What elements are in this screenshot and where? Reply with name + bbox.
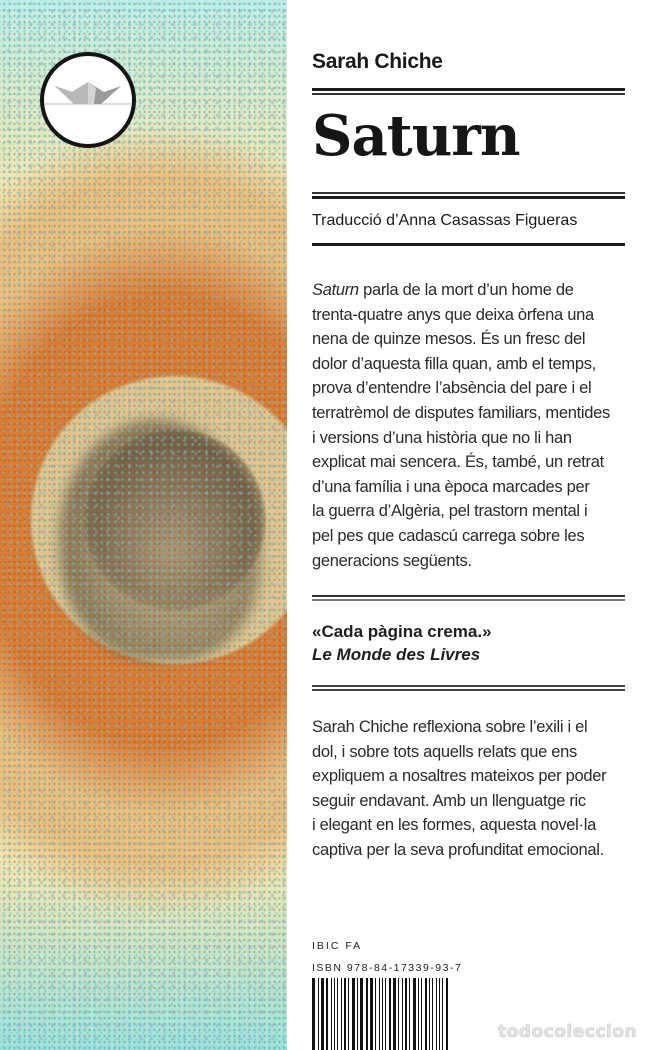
paper-boat-icon	[44, 56, 132, 144]
ibic-code: IBIC FA	[312, 940, 363, 952]
closing-line: dol, i sobre tots aquells relats que ens	[312, 742, 577, 761]
synopsis-line: generacions següents.	[312, 551, 472, 570]
barcode-bar	[348, 978, 349, 1050]
barcode-bar	[357, 978, 358, 1050]
publisher-logo	[40, 52, 136, 148]
barcode-bar	[331, 978, 332, 1050]
synopsis-line: pel pes que cadascú carrega sobre les	[312, 526, 585, 545]
barcode-bar	[425, 978, 427, 1050]
barcode-bar	[413, 978, 416, 1050]
texture-overlay	[0, 0, 287, 1050]
barcode-bar	[341, 978, 342, 1050]
double-rule	[312, 685, 625, 691]
barcode-bar	[312, 978, 315, 1050]
barcode-bar	[405, 978, 407, 1050]
barcode-bar	[393, 978, 396, 1050]
quote-source: Le Monde des Livres	[312, 645, 481, 664]
watermark: todocoleccion	[498, 1022, 638, 1042]
press-quote	[312, 620, 625, 666]
synopsis-line: d’una família i una època marcades per	[312, 477, 590, 496]
barcode-bar	[318, 978, 319, 1050]
barcode-bar	[352, 978, 355, 1050]
barcode-bar	[432, 978, 433, 1050]
double-rule	[312, 595, 625, 601]
synopsis-line: terratrèmol de disputes familiars, mentides	[312, 403, 610, 422]
synopsis-line: la guerra d’Algèria, pel trastorn mental i	[312, 502, 588, 521]
rule	[312, 243, 625, 246]
synopsis-line: nena de quinze mesos. És un fresc del	[312, 330, 586, 349]
synopsis-line: prova d’entendre l’absència del pare i el	[312, 379, 592, 398]
quote-text: «Cada pàgina crema.»	[312, 622, 492, 641]
synopsis-line: trenta-quatre anys que deixa òrfena una	[312, 305, 594, 324]
barcode-bar	[382, 978, 383, 1050]
book-title: Saturn	[312, 103, 520, 169]
double-rule	[312, 88, 625, 95]
barcode-bar	[360, 978, 363, 1050]
barcode-bar	[334, 978, 335, 1050]
barcode-bar	[421, 978, 422, 1050]
synopsis-line: dolor d’aquesta filla quan, amb el temps,	[312, 354, 596, 373]
double-rule	[312, 192, 625, 199]
synopsis	[312, 278, 625, 573]
barcode-bar	[398, 978, 399, 1050]
barcode-bar	[446, 978, 448, 1050]
barcode-bar	[402, 978, 403, 1050]
barcode-bar	[375, 978, 376, 1050]
closing-line: expliquem a nosaltres mateixos per poder	[312, 767, 607, 786]
barcode-bar	[418, 978, 419, 1050]
barcode-bar	[436, 978, 437, 1050]
barcode-bar	[385, 978, 386, 1050]
barcode	[312, 978, 452, 1050]
barcode-bar	[337, 978, 338, 1050]
synopsis-line: explicat mai sencera. És, també, un retrat	[312, 453, 604, 472]
closing-line: captiva per la seva profunditat emocional.	[312, 840, 604, 859]
barcode-bar	[370, 978, 373, 1050]
barcode-bar	[409, 978, 410, 1050]
translator-credit: Traducció d’Anna Casassas Figueras	[312, 212, 578, 229]
barcode-bar	[326, 978, 328, 1050]
barcode-bar	[389, 978, 391, 1050]
barcode-bar	[429, 978, 430, 1050]
closing-text	[312, 715, 625, 863]
synopsis-line: i versions d’una història que no li han	[312, 428, 572, 447]
closing-line: seguir endavant. Amb un llenguatge ric	[312, 791, 586, 810]
synopsis-line: Saturn parla de la mort d’un home de	[312, 281, 574, 299]
cover-illustration	[0, 0, 287, 1050]
barcode-bar	[439, 978, 440, 1050]
barcode-bar	[366, 978, 368, 1050]
barcode-bar	[344, 978, 346, 1050]
closing-line: i elegant en les formes, aquesta novel·la	[312, 816, 596, 835]
author-name: Sarah Chiche	[312, 50, 443, 73]
barcode-bar	[379, 978, 380, 1050]
isbn-number: ISBN 978-84-17339-93-7	[312, 962, 463, 974]
closing-line: Sarah Chiche reflexiona sobre l’exili i el	[312, 718, 588, 736]
barcode-bar	[321, 978, 324, 1050]
barcode-bar	[442, 978, 443, 1050]
